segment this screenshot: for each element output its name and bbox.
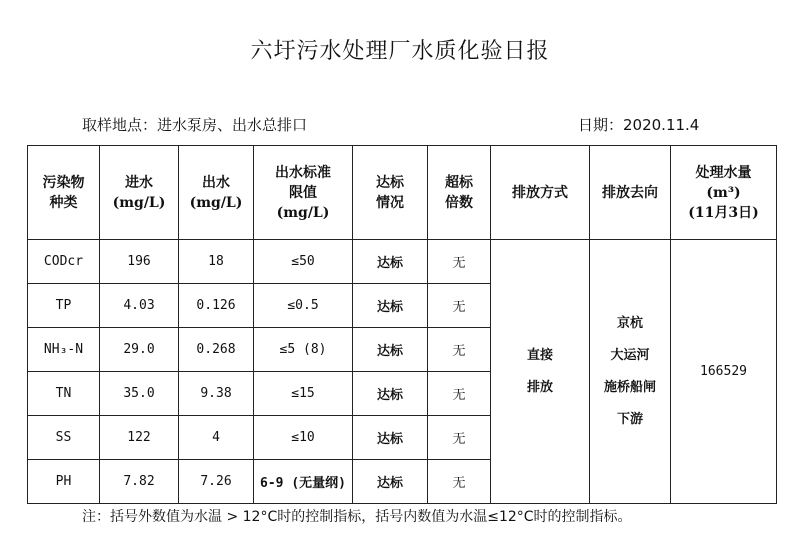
cell-exceed: 无 xyxy=(428,328,491,372)
header-pollutant: 污染物 种类 xyxy=(28,146,100,240)
cell-influent: 196 xyxy=(100,240,179,284)
cell-discharge-method: 直接 排放 xyxy=(491,240,590,504)
cell-standard: ≤15 xyxy=(254,372,353,416)
cell-effluent: 18 xyxy=(179,240,254,284)
cell-effluent: 4 xyxy=(179,416,254,460)
cell-exceed: 无 xyxy=(428,416,491,460)
cell-influent: 122 xyxy=(100,416,179,460)
cell-standard: ≤50 xyxy=(254,240,353,284)
cell-influent: 7.82 xyxy=(100,460,179,504)
cell-status: 达标 xyxy=(353,328,428,372)
header-effluent: 出水 (mg/L) xyxy=(179,146,254,240)
header-influent: 进水 (mg/L) xyxy=(100,146,179,240)
report-title: 六圩污水处理厂水质化验日报 xyxy=(250,39,550,64)
report-date: 日期：2020.11.4 xyxy=(578,116,700,134)
table-row xyxy=(28,240,777,284)
cell-pollutant: CODcr xyxy=(28,240,100,284)
cell-effluent: 0.126 xyxy=(179,284,254,328)
cell-standard: 6-9 (无量纲) xyxy=(254,460,353,504)
cell-influent: 35.0 xyxy=(100,372,179,416)
cell-status: 达标 xyxy=(353,372,428,416)
cell-status: 达标 xyxy=(353,240,428,284)
cell-standard: ≤0.5 xyxy=(254,284,353,328)
cell-exceed: 无 xyxy=(428,240,491,284)
cell-pollutant: NH₃-N xyxy=(28,328,100,372)
cell-effluent: 7.26 xyxy=(179,460,254,504)
header-discharge-direction: 排放去向 xyxy=(590,146,671,240)
cell-status: 达标 xyxy=(353,284,428,328)
cell-pollutant: PH xyxy=(28,460,100,504)
cell-exceed: 无 xyxy=(428,284,491,328)
cell-volume: 166529 xyxy=(671,240,777,504)
cell-pollutant: TP xyxy=(28,284,100,328)
header-status: 达标 情况 xyxy=(353,146,428,240)
cell-pollutant: TN xyxy=(28,372,100,416)
cell-pollutant: SS xyxy=(28,416,100,460)
header-discharge-method: 排放方式 xyxy=(491,146,590,240)
cell-effluent: 9.38 xyxy=(179,372,254,416)
header-standard: 出水标准 限值 (mg/L) xyxy=(254,146,353,240)
cell-status: 达标 xyxy=(353,416,428,460)
cell-standard: ≤10 xyxy=(254,416,353,460)
cell-status: 达标 xyxy=(353,460,428,504)
footnote: 注：括号外数值为水温 > 12°C时的控制指标，括号内数值为水温≤12°C时的控制指标。 xyxy=(82,509,632,525)
cell-influent: 4.03 xyxy=(100,284,179,328)
cell-discharge-direction: 京杭 大运河 施桥船闸 下游 xyxy=(590,240,671,504)
sampling-location: 取样地点：进水泵房、出水总排口 xyxy=(82,116,308,134)
water-quality-table xyxy=(27,145,777,504)
cell-standard: ≤5 (8) xyxy=(254,328,353,372)
header-exceed: 超标 倍数 xyxy=(428,146,491,240)
cell-exceed: 无 xyxy=(428,460,491,504)
cell-exceed: 无 xyxy=(428,372,491,416)
header-row xyxy=(28,146,777,240)
cell-influent: 29.0 xyxy=(100,328,179,372)
header-volume: 处理水量 (m³) (11月3日) xyxy=(671,146,777,240)
cell-effluent: 0.268 xyxy=(179,328,254,372)
